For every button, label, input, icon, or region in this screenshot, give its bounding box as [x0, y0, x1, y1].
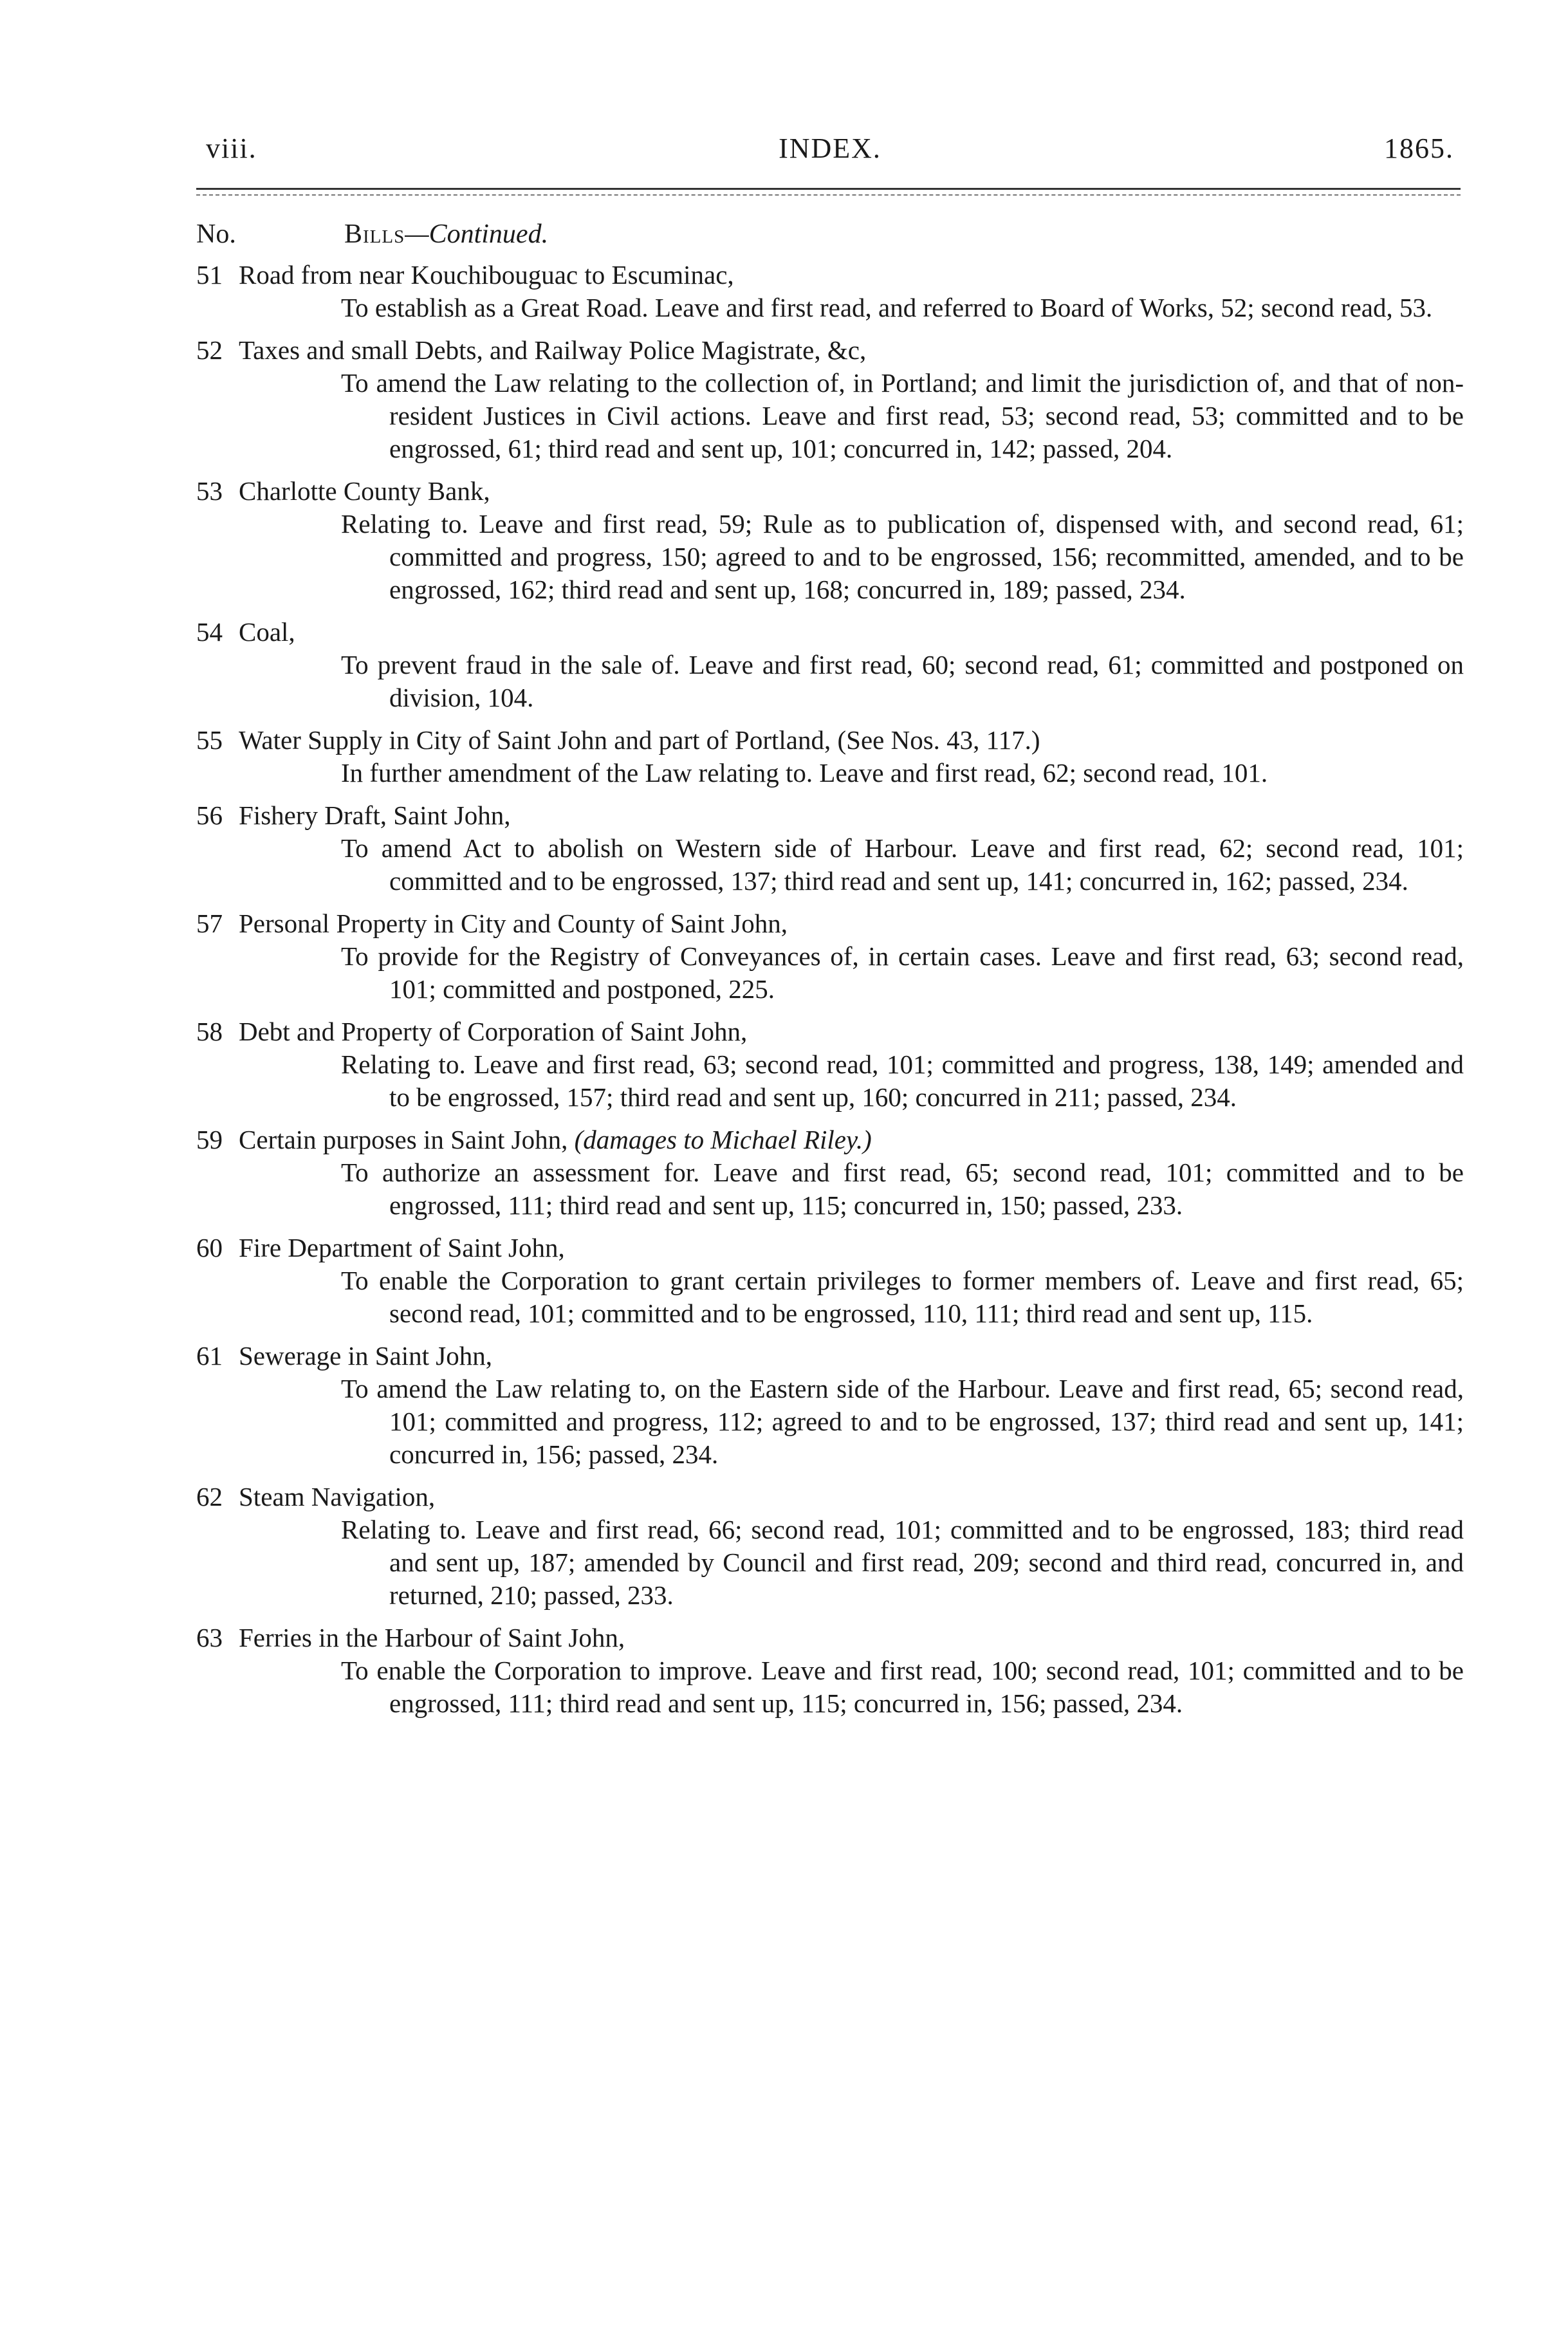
- entry-title: Coal,: [239, 617, 295, 647]
- entry-number: 61: [196, 1341, 223, 1371]
- index-entry: [196, 1232, 1464, 1330]
- entry-title: Charlotte County Bank,: [239, 476, 490, 506]
- index-entry: [196, 475, 1464, 606]
- entry-body: To establish as a Great Road. Leave and first read, and referred to Board of Works, 52; second read, 53.: [341, 293, 1433, 322]
- entry-body: In further amendment of the Law relating to. Leave and first read, 62; second read, 101.: [341, 758, 1268, 788]
- entry-title: Taxes and small Debts, and Railway Police Magistrate, &c,: [239, 335, 867, 365]
- entry-body: Relating to. Leave and first read, 59; Rule as to publication of, dispensed with, and second read, 61; committed and progress, 150; agreed to and to be engrossed, 156; recommitted, amended, and to be engrossed, 162; third read and sent up, 168; concurred in, 189; passed, 234.: [341, 509, 1464, 604]
- entry-number: 54: [196, 617, 223, 647]
- index-entries: [196, 259, 1464, 1730]
- index-entry: [196, 259, 1464, 324]
- entry-body: To enable the Corporation to grant certain privileges to former members of. Leave and first read, 65; second read, 101; committed and to be engrossed, 110, 111; third read and sent up, 115.: [341, 1266, 1464, 1328]
- entry-title: Steam Navigation,: [239, 1482, 436, 1511]
- entry-title: Debt and Property of Corporation of Saint John,: [239, 1017, 748, 1046]
- page-number: viii.: [206, 133, 257, 164]
- entry-number: 63: [196, 1623, 223, 1652]
- index-entry: [196, 1015, 1464, 1114]
- entry-number: 59: [196, 1125, 223, 1154]
- page-title: INDEX.: [779, 133, 881, 164]
- entry-title-italic: (damages to Michael Riley.): [574, 1125, 872, 1154]
- index-entry: [196, 616, 1464, 714]
- index-entry: [196, 724, 1464, 790]
- entry-number: 51: [196, 260, 223, 290]
- index-entry: [196, 799, 1464, 898]
- entry-number: 52: [196, 335, 223, 365]
- column-heading-no: No.: [196, 219, 236, 249]
- header-rule: [196, 188, 1461, 190]
- entry-body: To enable the Corporation to improve. Leave and first read, 100; second read, 101; committed and to be engrossed, 111; third read and sent up, 115; concurred in, 156; passed, 234.: [341, 1656, 1464, 1718]
- index-entry: [196, 1621, 1464, 1720]
- entry-number: 62: [196, 1482, 223, 1511]
- index-entry: [196, 907, 1464, 1006]
- index-entry: [196, 1123, 1464, 1222]
- entry-title: Fishery Draft, Saint John,: [239, 800, 511, 830]
- entry-body: Relating to. Leave and first read, 66; second read, 101; committed and to be engrossed, 183; third read and sent up, 187; amended by Council and first read, 209; second and third read, concurred in, and returned, 210; passed, 233.: [341, 1515, 1464, 1610]
- column-heading-label: Bills: [344, 219, 405, 249]
- entry-title: Fire Department of Saint John,: [239, 1233, 565, 1262]
- entry-body: To amend the Law relating to the collection of, in Portland; and limit the jurisdiction of, and that of non-resident Justices in Civil actions. Leave and first read, 53; second read, 53; committed and to be engrossed, 61; third read and sent up, 101; concurred in, 142; passed, 204.: [341, 368, 1464, 463]
- entry-body: To prevent fraud in the sale of. Leave and first read, 60; second read, 61; committed and postponed on division, 104.: [341, 650, 1464, 712]
- entry-number: 57: [196, 909, 223, 938]
- entry-number: 53: [196, 476, 223, 506]
- index-entry: [196, 1340, 1464, 1471]
- header-rule-secondary: [196, 194, 1461, 196]
- entry-body: To authorize an assessment for. Leave and first read, 65; second read, 101; committed and to be engrossed, 111; third read and sent up, 115; concurred in, 150; passed, 233.: [341, 1158, 1464, 1220]
- entry-number: 55: [196, 725, 223, 755]
- entry-title: Water Supply in City of Saint John and part of Portland, (See Nos. 43, 117.): [239, 725, 1040, 755]
- entry-title: Road from near Kouchibouguac to Escuminac,: [239, 260, 734, 290]
- entry-body: To amend Act to abolish on Western side of Harbour. Leave and first read, 62; second read, 101; committed and to be engrossed, 137; third read and sent up, 141; concurred in, 162; passed, 234.: [341, 833, 1464, 896]
- entry-body: Relating to. Leave and first read, 63; second read, 101; committed and progress, 138, 149; amended and to be engrossed, 157; third read and sent up, 160; concurred in 211; passed, 234.: [341, 1049, 1464, 1112]
- entry-number: 56: [196, 800, 223, 830]
- column-heading-continued: —Continued.: [405, 219, 549, 249]
- column-heading: [196, 219, 548, 250]
- index-entry: [196, 1481, 1464, 1612]
- entry-body: To provide for the Registry of Conveyances of, in certain cases. Leave and first read, 63; second read, 101; committed and postponed, 225.: [341, 941, 1464, 1004]
- entry-body: To amend the Law relating to, on the Eastern side of the Harbour. Leave and first read, 65; second read, 101; committed and progress, 112; agreed to and to be engrossed, 137; third read and sent up, 141; concurred in, 156; passed, 234.: [341, 1374, 1464, 1469]
- entry-number: 60: [196, 1233, 223, 1262]
- entry-title: Personal Property in City and County of Saint John,: [239, 909, 788, 938]
- entry-title: Ferries in the Harbour of Saint John,: [239, 1623, 625, 1652]
- entry-title: Sewerage in Saint John,: [239, 1341, 492, 1371]
- index-entry: [196, 334, 1464, 465]
- entry-title: Certain purposes in Saint John,: [239, 1125, 568, 1154]
- page-year: 1865.: [1384, 133, 1454, 164]
- entry-number: 58: [196, 1017, 223, 1046]
- running-head: [206, 132, 1454, 171]
